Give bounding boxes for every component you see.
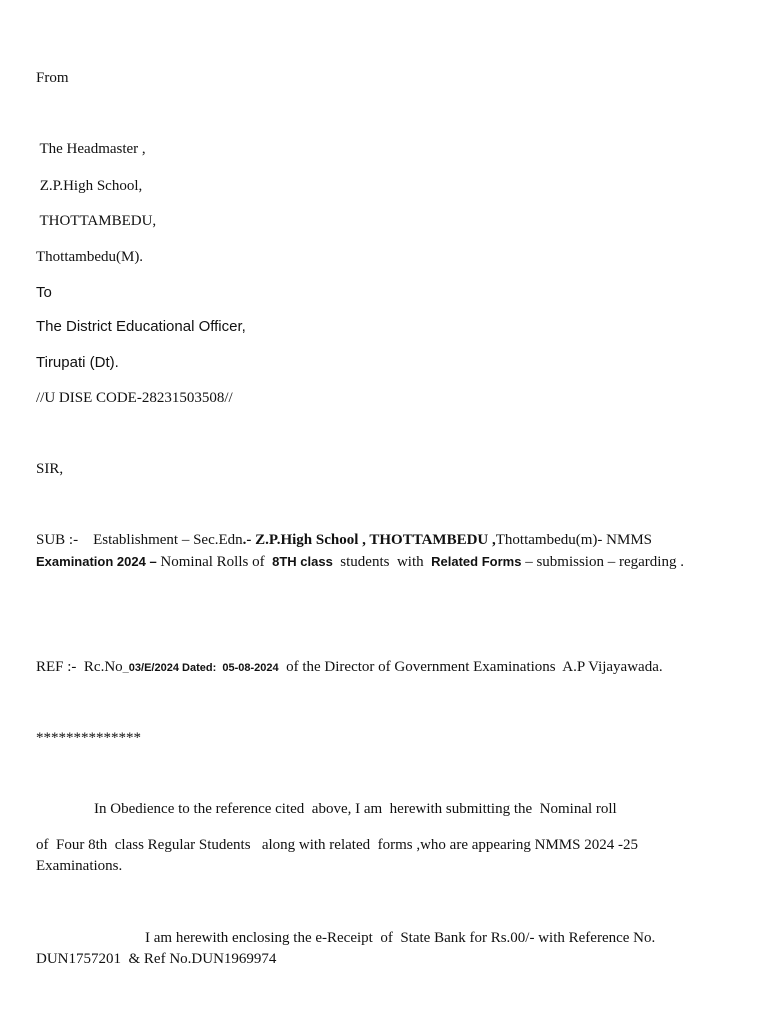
recipient-district: Tirupati (Dt). — [36, 354, 119, 371]
reference-number: _03/E/2024 Dated: 05-08-2024 — [122, 662, 279, 674]
reference-rest: of the Director of Government Examinations A.P Vijayawada. — [278, 659, 663, 675]
subject-exam: Examination 2024 – — [36, 554, 157, 569]
sender-title: The Headmaster , — [36, 141, 146, 157]
body-para2-line1: I am herewith enclosing the e-Receipt of State Bank for Rs.00/- with Reference No. — [145, 930, 656, 946]
subject-rest-3: students with — [332, 554, 432, 570]
subject-prefix: SUB :- Establishment – Sec.Edn — [36, 532, 243, 548]
subject-line-1 — [36, 531, 652, 549]
from-label: From — [36, 70, 69, 86]
subject-line-2 — [36, 553, 684, 571]
body-para2-line2: DUN1757201 & Ref No.DUN1969974 — [36, 951, 277, 967]
body-para1-line3: Examinations. — [36, 858, 123, 874]
body-para1-line2: of Four 8th class Regular Students along with related forms ,who are appearing NMMS 2024 -25 — [36, 837, 638, 853]
subject-forms: Related Forms — [431, 554, 522, 569]
subject-rest-4: – submission – regarding . — [521, 554, 684, 570]
separator-stars: ************** — [36, 730, 141, 746]
to-label: To — [36, 284, 52, 301]
recipient-office: The District Educational Officer, — [36, 318, 246, 335]
subject-class: 8TH class — [272, 554, 333, 569]
body-para1-line1: In Obedience to the reference cited above, I am herewith submitting the Nominal roll — [94, 801, 617, 817]
udise-code: //U DISE CODE-28231503508// — [36, 390, 233, 406]
subject-rest-2: Nominal Rolls of — [156, 554, 273, 570]
reference-line — [36, 658, 663, 677]
reference-prefix: REF :- Rc.No — [36, 659, 123, 675]
sender-village: THOTTAMBEDU, — [36, 213, 157, 229]
sender-mandal: Thottambedu(M). — [36, 249, 144, 265]
subject-rest-1: Thottambedu(m)- NMMS — [495, 532, 652, 548]
salutation: SIR, — [36, 461, 64, 477]
subject-dot-dash: .- — [242, 532, 256, 548]
sender-school: Z.P.High School, — [36, 178, 143, 194]
subject-school: Z.P.High School , THOTTAMBEDU , — [255, 532, 496, 548]
